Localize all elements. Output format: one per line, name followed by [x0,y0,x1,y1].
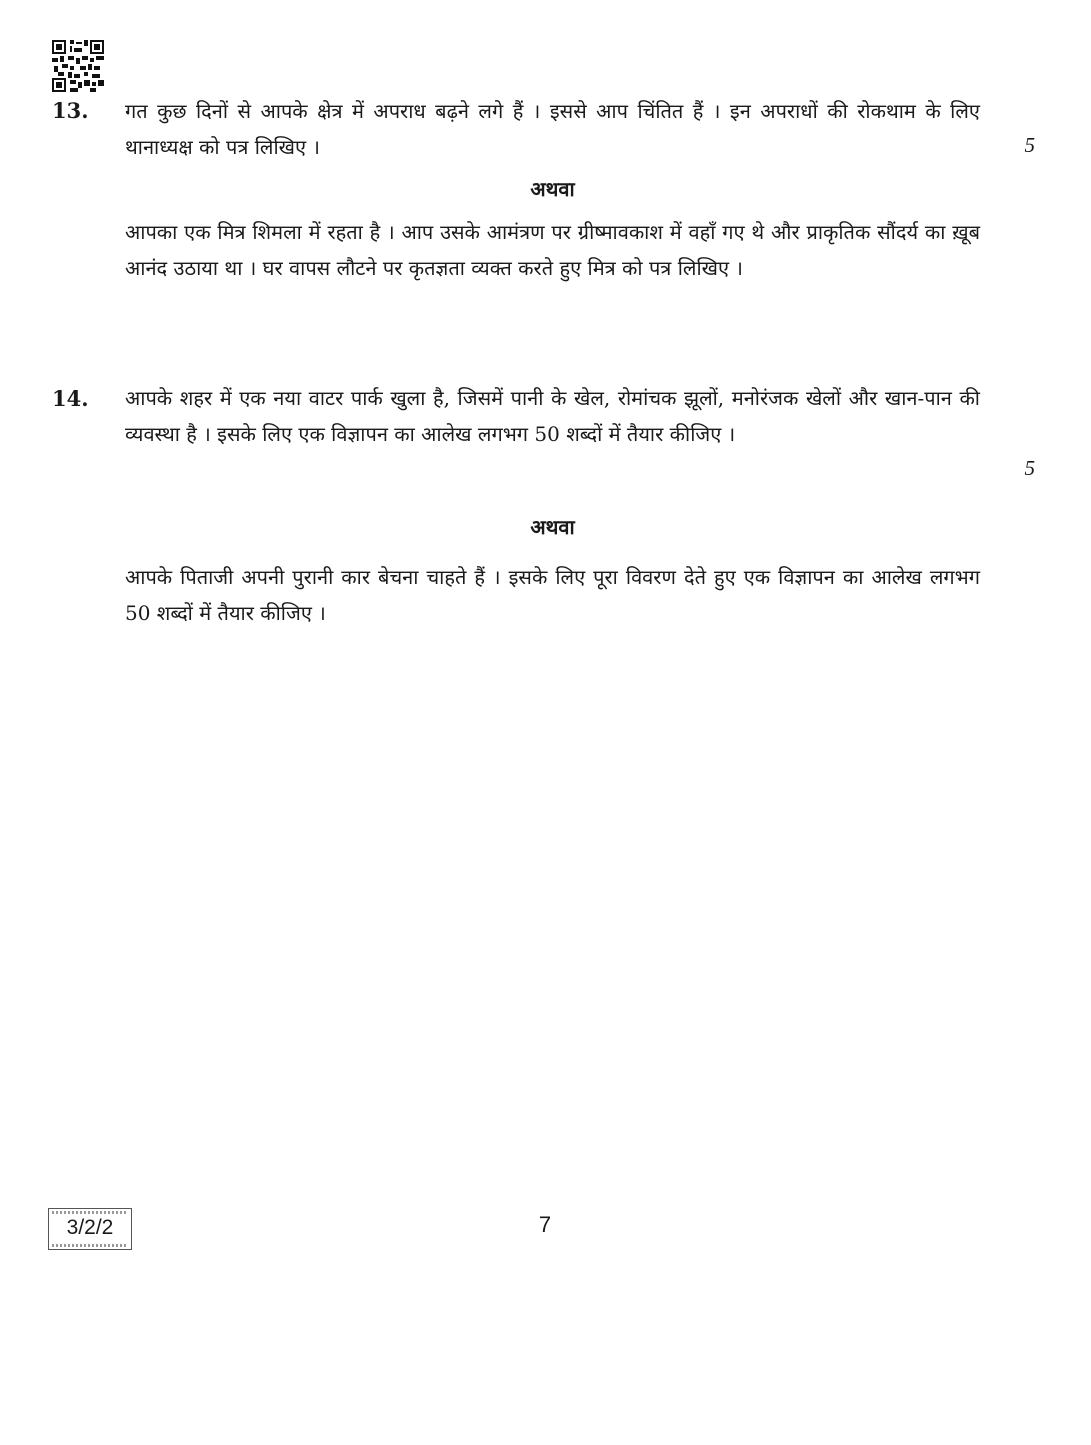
question-13-text: गत कुछ दिनों से आपके क्षेत्र में अपराध बढ़ने लगे हैं । इससे आप चिंतित हैं । इन अपराधों की रोकथाम के लिए थानाध्यक्ष को पत्र लिखिए । [125,99,980,159]
qr-code-icon [52,40,104,92]
question-14-text: आपके शहर में एक नया वाटर पार्क खुला है, जिसमें पानी के खेल, रोमांचक झूलों, मनोरंजक खेलों और खान-पान की व्यवस्था है । इसके लिए एक विज्ञापन का आलेख लगभग 50 शब्दों में तैयार कीजिए । [125,386,980,446]
question-14-marks: 5 [1024,456,1035,480]
question-13-alternative-text: आपका एक मित्र शिमला में रहता है । आप उसके आमंत्रण पर ग्रीष्मावकाश में वहाँ गए थे और प्राकृतिक सौंदर्य का ख़ूब आनंद उठाया था । घर वापस लौटने पर कृतज्ञता व्यक्त करते हुए मित्र को पत्र लिखिए । [125,220,980,280]
question-13-or-label: अथवा [530,177,575,201]
question-14-alternative-text: आपके पिताजी अपनी पुरानी कार बेचना चाहते हैं । इसके लिए पूरा विवरण देते हुए एक विज्ञापन का आलेख लगभग 50 शब्दों में तैयार कीजिए । [125,565,980,625]
page-number: 7 [538,1212,552,1237]
paper-code-box [48,1208,132,1250]
question-number-14: 14. [52,386,89,411]
fine-print-strip-top [52,1211,128,1214]
fine-print-strip-bottom [52,1244,128,1247]
question-13-marks: 5 [1024,133,1035,157]
question-number-13: 13. [52,98,89,123]
paper-code: 3/2/2 [66,1216,114,1239]
question-14-or-label: अथवा [530,515,575,539]
